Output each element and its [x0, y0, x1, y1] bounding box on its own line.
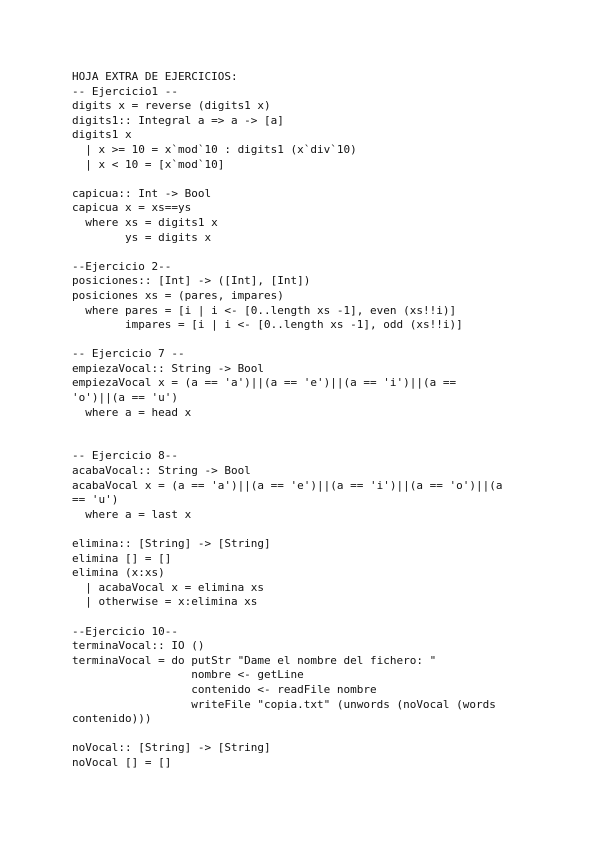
code-line: empiezaVocal:: String -> Bool [72, 361, 265, 375]
code-line: -- Ejercicio 7 -- [72, 347, 185, 361]
code-line: where a = head x [72, 405, 192, 419]
blank-line [72, 245, 572, 260]
code-line: digits x = reverse (digits1 x) [72, 99, 271, 113]
code-line: digits1:: Integral a => a -> [a] [72, 113, 284, 127]
code-line: elimina (x:xs) [72, 566, 165, 580]
code-line: where xs = digits1 x [72, 215, 218, 229]
code-line: -- Ejercicio 8-- [72, 449, 178, 463]
blank-line [72, 522, 572, 537]
blank-line [72, 420, 572, 435]
code-line: -- Ejercicio1 -- [72, 84, 178, 98]
code-listing [72, 70, 572, 771]
code-line: where a = last x [72, 507, 192, 521]
code-line: impares = [i | i <- [0..length xs -1], odd (xs!!i)] [72, 318, 463, 332]
code-line: | otherwise = x:elimina xs [72, 595, 258, 609]
code-line: | x >= 10 = x`mod`10 : digits1 (x`div`10) [72, 142, 357, 156]
code-line: noVocal [] = [] [72, 755, 172, 769]
code-line: posiciones:: [Int] -> ([Int], [Int]) [72, 274, 311, 288]
blank-line [72, 727, 572, 742]
code-line: --Ejercicio 2-- [72, 259, 172, 273]
blank-line [72, 435, 572, 450]
code-line: acabaVocal:: String -> Bool [72, 464, 251, 478]
code-line: where pares = [i | i <- [0..length xs -1], even (xs!!i)] [72, 303, 457, 317]
code-line: elimina:: [String] -> [String] [72, 537, 271, 550]
code-line: 'o')||(a == 'u') [72, 391, 178, 405]
code-line: writeFile "copia.txt" (unwords (noVocal (words [72, 697, 496, 711]
code-line: capicua:: Int -> Bool [72, 186, 212, 200]
code-line: capicua x = xs==ys [72, 201, 192, 215]
code-line: contenido))) [72, 712, 152, 726]
code-line: noVocal:: [String] -> [String] [72, 741, 271, 755]
code-line: terminaVocal = do putStr "Dame el nombre del fichero: " [72, 653, 437, 667]
code-line: --Ejercicio 10-- [72, 624, 178, 638]
code-line: empiezaVocal x = (a == 'a')||(a == 'e')||(a == 'i')||(a == [72, 376, 457, 390]
code-line: | acabaVocal x = elimina xs [72, 580, 265, 594]
code-line: ys = digits x [72, 230, 212, 244]
blank-line [72, 610, 572, 625]
code-line: posiciones xs = (pares, impares) [72, 288, 284, 302]
code-line: acabaVocal x = (a == 'a')||(a == 'e')||(a == 'i')||(a == 'o')||(a [72, 478, 503, 492]
blank-line [72, 172, 572, 187]
code-line: nombre <- getLine [72, 668, 304, 682]
code-line: terminaVocal:: IO () [72, 639, 205, 653]
code-line: | x < 10 = [x`mod`10] [72, 157, 225, 171]
code-line: elimina [] = [] [72, 551, 172, 565]
code-line: digits1 x [72, 128, 132, 142]
code-line: HOJA EXTRA DE EJERCICIOS: [72, 70, 238, 83]
blank-line [72, 333, 572, 348]
code-line: == 'u') [72, 493, 119, 507]
code-line: contenido <- readFile nombre [72, 682, 377, 696]
